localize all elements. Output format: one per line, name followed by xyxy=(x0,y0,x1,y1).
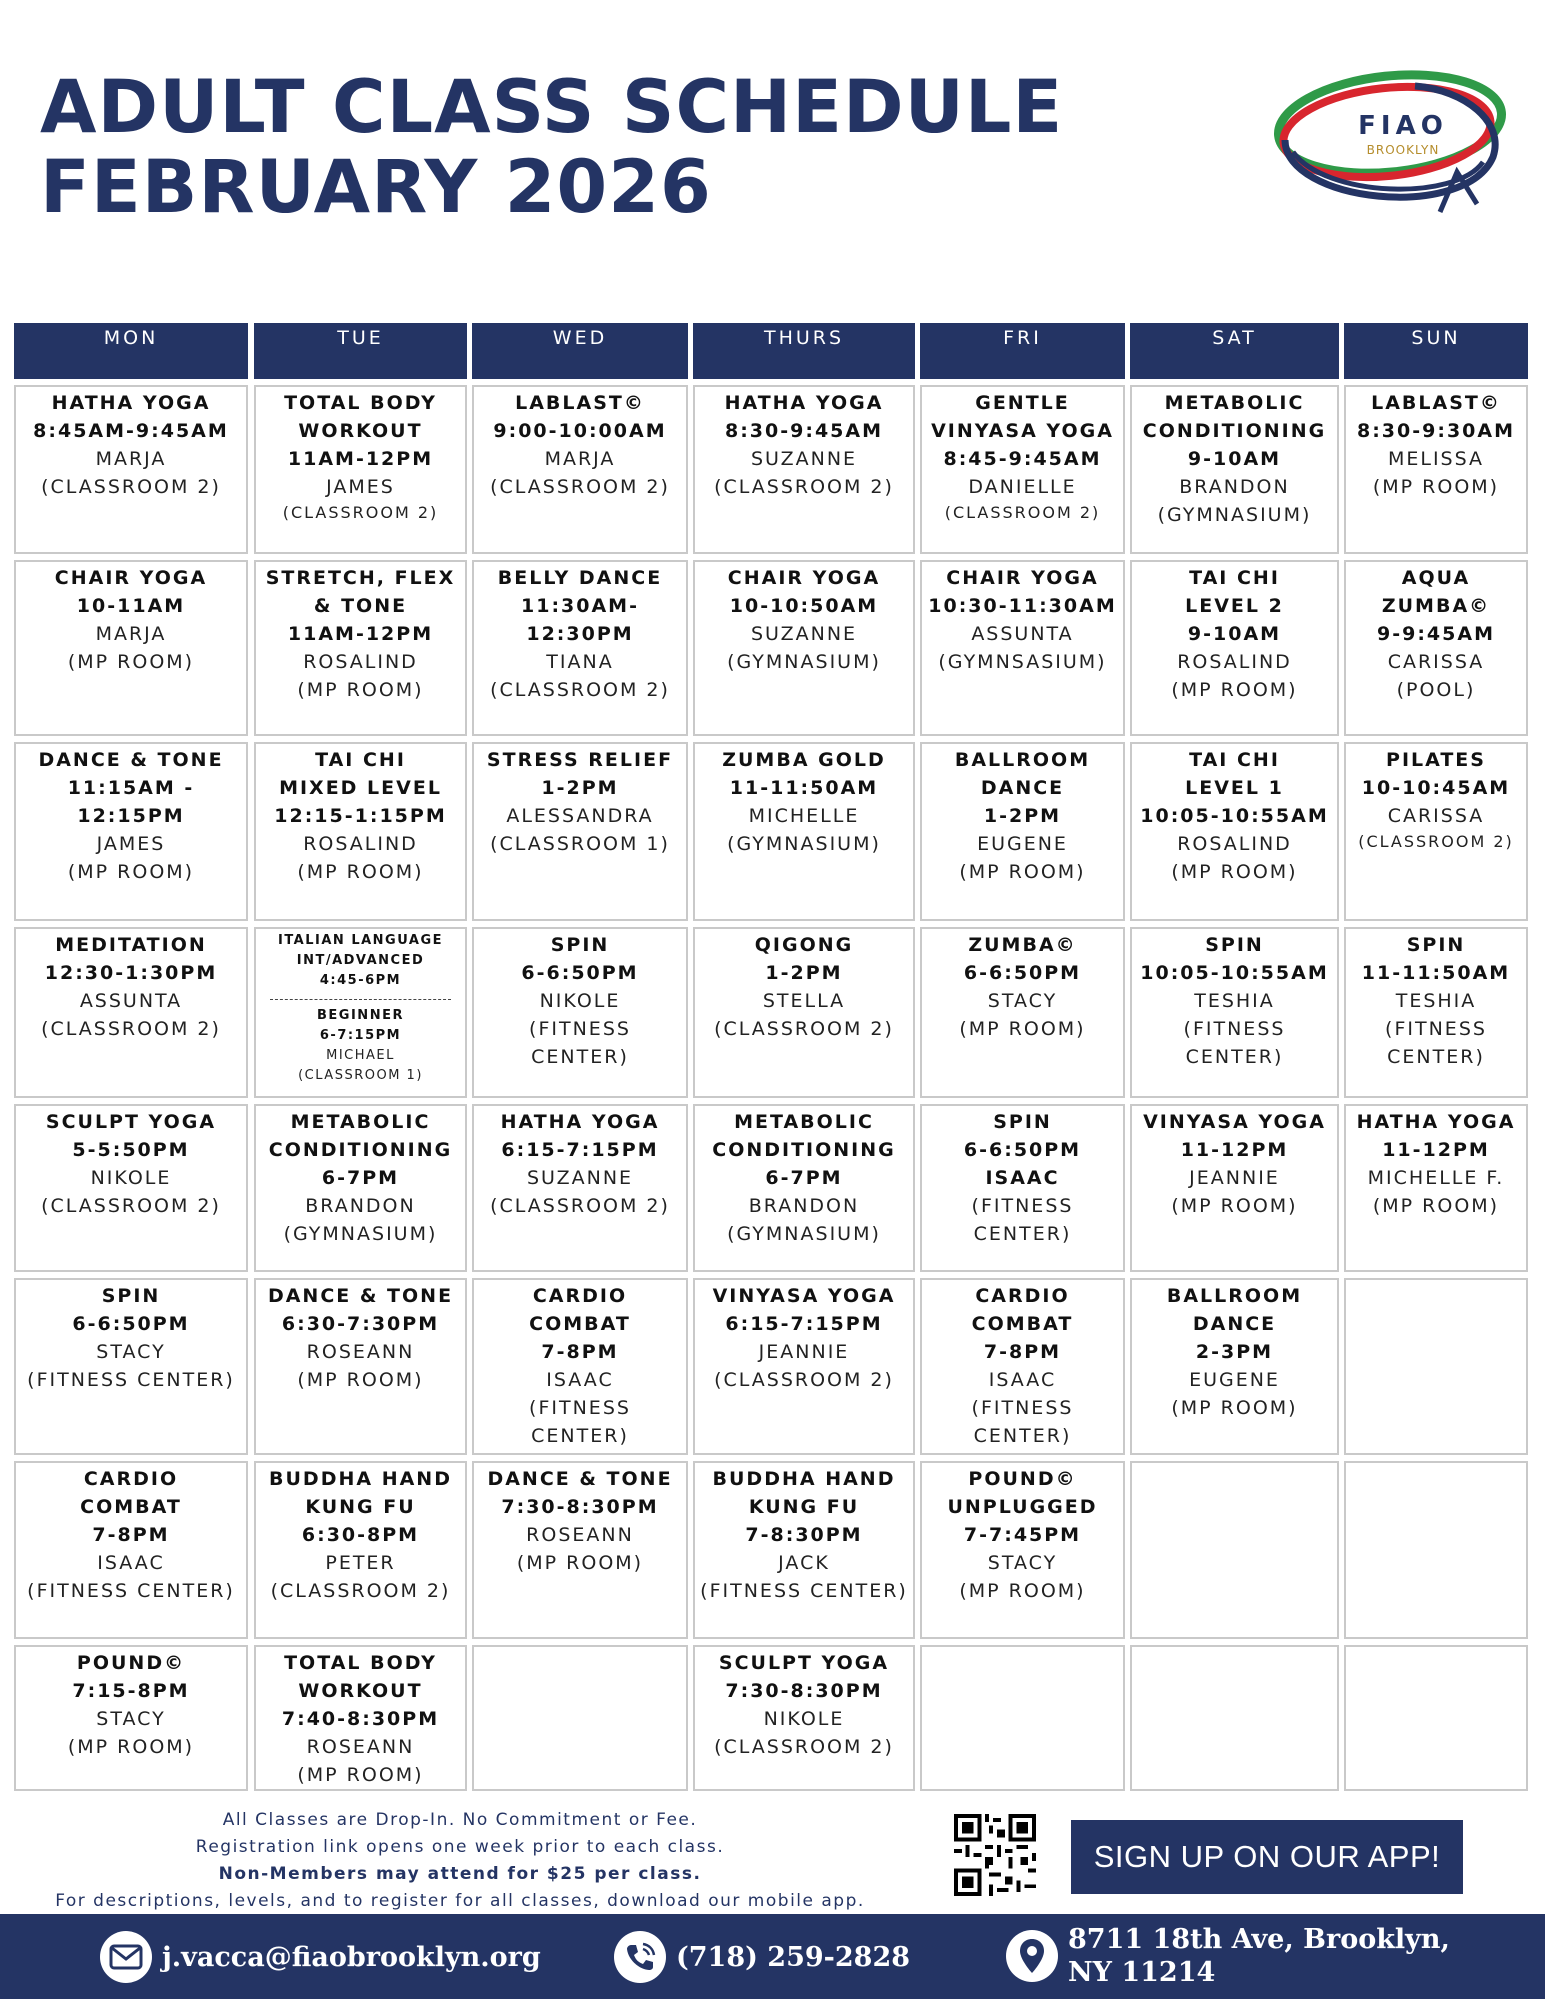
class-time: 6-6:50PM xyxy=(521,962,639,984)
phone-icon xyxy=(614,1931,666,1983)
instructor: EUGENE xyxy=(1189,1369,1280,1391)
room: (MP ROOM) xyxy=(1171,861,1298,883)
class-cell-wed-8 xyxy=(472,1645,688,1791)
room: (MP ROOM) xyxy=(1171,1397,1298,1419)
class-name: HATHA YOGA xyxy=(51,392,211,414)
class-time: 9-10AM xyxy=(1187,448,1282,470)
room: (GYMNASIUM) xyxy=(283,1223,438,1245)
class-time: 11AM-12PM xyxy=(287,623,434,645)
instructor: NIKOLE xyxy=(90,1167,172,1189)
class-time: 11AM-12PM xyxy=(287,448,434,470)
instructor: BRANDON xyxy=(305,1195,416,1217)
class-name: DANCE & TONE xyxy=(487,1468,673,1490)
instructor: ROSALIND xyxy=(1177,833,1292,855)
room: (CLASSROOM 2) xyxy=(714,1736,894,1758)
room: (CLASSROOM 2) xyxy=(490,1195,670,1217)
class-cell-mon-5 xyxy=(14,1104,248,1272)
room: (CLASSROOM 2) xyxy=(490,679,670,701)
class-cell-sat-8 xyxy=(1130,1645,1339,1791)
class-time: 6-6:50PM xyxy=(72,1313,190,1335)
room: (FITNESS CENTER) xyxy=(971,1195,1074,1245)
room: (CLASSROOM 2) xyxy=(270,1580,451,1602)
room: (CLASSROOM 2) xyxy=(282,503,439,522)
class-time: 7-7:45PM xyxy=(963,1524,1082,1546)
class-cell-sat-4 xyxy=(1130,927,1339,1098)
class-name: PILATES xyxy=(1386,749,1486,771)
class-cell-fri-5 xyxy=(920,1104,1125,1272)
instructor: ISAAC xyxy=(988,1369,1057,1391)
class-cell-wed-2 xyxy=(472,560,688,736)
instructor: MARJA xyxy=(95,448,167,470)
note-line-1: All Classes are Drop-In. No Commitment or Fee. xyxy=(222,1810,698,1830)
divider xyxy=(270,999,451,1000)
class-time: 11:30AM- 12:30PM xyxy=(521,595,639,645)
class-time: 5-5:50PM xyxy=(72,1139,190,1161)
class-name: SPIN xyxy=(993,1111,1052,1133)
class-time: 10-10:50AM xyxy=(729,595,879,617)
class-name: CARDIO COMBAT xyxy=(80,1468,182,1518)
class-time: 10:30-11:30AM xyxy=(928,595,1117,617)
class-time: 6-7PM xyxy=(321,1167,400,1189)
class-cell-fri-2 xyxy=(920,560,1125,736)
title-line-2: FEBRUARY 2026 xyxy=(40,145,712,230)
class-time: 11:15AM - 12:15PM xyxy=(67,777,195,827)
class-name: SPIN xyxy=(550,934,610,956)
instructor: JEANNIE xyxy=(1189,1167,1280,1189)
instructor: EUGENE xyxy=(977,833,1068,855)
class-time: 10:05-10:55AM xyxy=(1140,805,1329,827)
class-cell-wed-3 xyxy=(472,742,688,921)
instructor: MICHELLE F. xyxy=(1367,1167,1505,1189)
class-cell-tue-6 xyxy=(254,1278,467,1455)
day-header-thu: THURS xyxy=(693,323,915,379)
instructor: ROSALIND xyxy=(1177,651,1292,673)
location-pin-icon xyxy=(1006,1930,1058,1982)
class-cell-tue-2 xyxy=(254,560,467,736)
class-cell-wed-7 xyxy=(472,1461,688,1639)
room: (MP ROOM) xyxy=(1171,679,1298,701)
room: (FITNESS CENTER) xyxy=(700,1580,908,1602)
class-time: 7-8PM xyxy=(541,1341,619,1363)
instructor: ASSUNTA xyxy=(79,990,183,1012)
room: (CLASSROOM 2) xyxy=(944,503,1101,522)
class-cell-mon-2 xyxy=(14,560,248,736)
room: (GYMNASIUM) xyxy=(727,833,881,855)
room: (CLASSROOM 2) xyxy=(1358,832,1514,851)
class-name: CHAIR YOGA xyxy=(54,567,208,589)
day-header-sat: SAT xyxy=(1130,323,1339,379)
room: (GYMNASIUM) xyxy=(1157,504,1312,526)
title-line-1: ADULT CLASS SCHEDULE xyxy=(40,65,1064,150)
class-time: 4:45-6PM xyxy=(319,973,402,988)
room: (CLASSROOM 2) xyxy=(490,476,670,498)
class-time: 9-9:45AM xyxy=(1377,623,1495,645)
room: (MP ROOM) xyxy=(1171,1195,1298,1217)
class-name: CARDIO COMBAT xyxy=(971,1285,1074,1335)
room: (MP ROOM) xyxy=(959,1580,1086,1602)
class-time: 7-8PM xyxy=(983,1341,1062,1363)
day-header-sun: SUN xyxy=(1344,323,1528,379)
class-name: TAI CHI MIXED LEVEL xyxy=(279,749,442,799)
class-cell-wed-6 xyxy=(472,1278,688,1455)
class-time: 1-2PM xyxy=(983,805,1062,827)
class-cell-thu-2 xyxy=(693,560,915,736)
class-cell-thu-8 xyxy=(693,1645,915,1791)
instructor: NIKOLE xyxy=(763,1708,845,1730)
class-cell-thu-5 xyxy=(693,1104,915,1272)
room: (FITNESS CENTER) xyxy=(1183,1018,1286,1068)
class-name: DANCE & TONE xyxy=(267,1285,454,1307)
room: (FITNESS CENTER) xyxy=(27,1580,235,1602)
class-time: 12:30-1:30PM xyxy=(44,962,218,984)
room: (CLASSROOM 2) xyxy=(41,1018,221,1040)
instructor: JAMES xyxy=(326,476,395,498)
instructor: ISAAC xyxy=(546,1369,614,1391)
class-name: ITALIAN LANGUAGE xyxy=(277,933,443,948)
class-cell-thu-4 xyxy=(693,927,915,1098)
class-name: TOTAL BODY WORKOUT xyxy=(284,392,437,442)
class-cell-sat-5 xyxy=(1130,1104,1339,1272)
class-cell-sat-1 xyxy=(1130,385,1339,554)
class-cell-sun-3 xyxy=(1344,742,1528,921)
class-name: ZUMBA© xyxy=(968,934,1077,956)
class-name: SPIN xyxy=(101,1285,161,1307)
instructor: NIKOLE xyxy=(539,990,621,1012)
room: (GYMNSASIUM) xyxy=(938,651,1107,673)
class-cell-fri-6 xyxy=(920,1278,1125,1455)
instructor: JAMES xyxy=(96,833,166,855)
class-name: QIGONG xyxy=(754,934,854,956)
class-time: 1-2PM xyxy=(765,962,843,984)
day-header-wed: WED xyxy=(472,323,688,379)
room: (CLASSROOM 1) xyxy=(298,1068,423,1083)
instructor: TESHIA xyxy=(1395,990,1477,1012)
room: (GYMNASIUM) xyxy=(727,651,881,673)
class-time: 1-2PM xyxy=(541,777,619,799)
class-time: 6:15-7:15PM xyxy=(725,1313,883,1335)
instructor: CARISSA xyxy=(1387,651,1485,673)
instructor: ROSALIND xyxy=(303,833,418,855)
class-cell-wed-1 xyxy=(472,385,688,554)
class-time: 7:15-8PM xyxy=(72,1680,190,1702)
class-cell-sun-8 xyxy=(1344,1645,1528,1791)
instructor: MELISSA xyxy=(1387,448,1485,470)
class-cell-thu-1 xyxy=(693,385,915,554)
instructor: ROSEANN xyxy=(526,1524,634,1546)
instructor: SUZANNE xyxy=(750,623,858,645)
class-time: 6:30-8PM xyxy=(301,1524,420,1546)
instructor: MARJA xyxy=(544,448,616,470)
class-cell-wed-5 xyxy=(472,1104,688,1272)
class-time: 10-10:45AM xyxy=(1361,777,1511,799)
class-time: 6-6:50PM ISAAC xyxy=(963,1139,1082,1189)
room: (FITNESS CENTER) xyxy=(27,1369,235,1391)
class-time: 6-7PM xyxy=(765,1167,843,1189)
class-name: VINYASA YOGA xyxy=(712,1285,896,1307)
class-time: 11-11:50AM xyxy=(1361,962,1511,984)
info-notes xyxy=(20,1807,900,1915)
class-name: BUDDHA HAND KUNG FU xyxy=(269,1468,452,1518)
class-name: TAI CHI LEVEL 1 xyxy=(1185,749,1284,799)
class-time: 11-12PM xyxy=(1180,1139,1289,1161)
class-name: SPIN xyxy=(1406,934,1466,956)
room: (MP ROOM) xyxy=(67,1736,195,1758)
class-time: 8:45-9:45AM xyxy=(943,448,1102,470)
page-title xyxy=(40,65,1064,230)
room: (MP ROOM) xyxy=(1372,1195,1500,1217)
day-header-tue: TUE xyxy=(254,323,467,379)
room: (GYMNASIUM) xyxy=(727,1223,881,1245)
class-time: 2-3PM xyxy=(1195,1341,1274,1363)
class-cell-sat-7 xyxy=(1130,1461,1339,1639)
instructor: STACY xyxy=(96,1341,166,1363)
class-name: TAI CHI LEVEL 2 xyxy=(1185,567,1284,617)
room: (MP ROOM) xyxy=(67,861,195,883)
class-level: INT/ADVANCED xyxy=(296,953,425,968)
class-cell-fri-7 xyxy=(920,1461,1125,1639)
address-text: 8711 18th Ave, Brooklyn, NY 11214 xyxy=(1068,1924,1450,1988)
class-cell-sun-5 xyxy=(1344,1104,1528,1272)
room: (POOL) xyxy=(1396,679,1476,701)
class-name: STRESS RELIEF xyxy=(486,749,674,771)
class-name: SCULPT YOGA xyxy=(45,1111,217,1133)
class-name: VINYASA YOGA xyxy=(1143,1111,1326,1133)
phone-contact[interactable] xyxy=(614,1931,910,1983)
class-cell-sun-2 xyxy=(1344,560,1528,736)
instructor: SUZANNE xyxy=(750,448,858,470)
class-cell-tue-4 xyxy=(254,927,467,1098)
email-text: j.vacca@fiaobrooklyn.org xyxy=(162,1941,541,1973)
class-name: AQUA ZUMBA© xyxy=(1381,567,1491,617)
class-name: BELLY DANCE xyxy=(497,567,663,589)
room: (MP ROOM) xyxy=(959,1018,1086,1040)
class-time: 6:15-7:15PM xyxy=(501,1139,659,1161)
instructor: ASSUNTA xyxy=(971,623,1074,645)
class-time: 7-8:30PM xyxy=(745,1524,863,1546)
qr-code[interactable] xyxy=(954,1814,1036,1896)
room: (MP ROOM) xyxy=(67,651,195,673)
class-cell-fri-1 xyxy=(920,385,1125,554)
address-contact[interactable] xyxy=(1006,1923,1450,1989)
class-cell-sun-6 xyxy=(1344,1278,1528,1455)
class-cell-mon-7 xyxy=(14,1461,248,1639)
class-time: 8:45AM-9:45AM xyxy=(33,420,229,442)
instructor: BRANDON xyxy=(748,1195,860,1217)
room: (MP ROOM) xyxy=(297,679,424,701)
class-name: MEDITATION xyxy=(55,934,207,956)
fiao-logo xyxy=(1265,62,1515,232)
instructor: ROSEANN xyxy=(306,1341,415,1363)
class-time: 9:00-10:00AM xyxy=(493,420,667,442)
instructor: DANIELLE xyxy=(968,476,1077,498)
class-name: LABLAST© xyxy=(515,392,645,414)
class-name: BALLROOM DANCE xyxy=(1166,1285,1303,1335)
class-cell-mon-8 xyxy=(14,1645,248,1791)
instructor: BRANDON xyxy=(1179,476,1290,498)
class-name: DANCE & TONE xyxy=(38,749,224,771)
class-cell-sat-2 xyxy=(1130,560,1339,736)
class-name: ZUMBA GOLD xyxy=(722,749,886,771)
class-cell-fri-8 xyxy=(920,1645,1125,1791)
class-time: 7:40-8:30PM xyxy=(281,1708,440,1730)
instructor: ALESSANDRA xyxy=(506,805,654,827)
sign-up-app-button[interactable]: SIGN UP ON OUR APP! xyxy=(1071,1820,1463,1894)
instructor: TESHIA xyxy=(1194,990,1275,1012)
room: (CLASSROOM 2) xyxy=(714,1018,894,1040)
class-cell-mon-6 xyxy=(14,1278,248,1455)
instructor: MARJA xyxy=(95,623,167,645)
logo-subtext: BROOKLYN xyxy=(1366,143,1440,157)
class-cell-fri-4 xyxy=(920,927,1125,1098)
class-cell-sun-4 xyxy=(1344,927,1528,1098)
class-cell-tue-5 xyxy=(254,1104,467,1272)
class-level: BEGINNER xyxy=(317,1008,404,1023)
instructor: TIANA xyxy=(546,651,614,673)
room: (FITNESS CENTER) xyxy=(529,1397,631,1447)
class-name: HATHA YOGA xyxy=(500,1111,660,1133)
class-name: POUND© xyxy=(76,1652,186,1674)
class-name: HATHA YOGA xyxy=(724,392,884,414)
note-line-3: Non-Members may attend for $25 per class. xyxy=(218,1864,702,1884)
class-name: STRETCH, FLEX & TONE xyxy=(265,567,456,617)
class-name: METABOLIC CONDITIONING xyxy=(712,1111,896,1161)
class-cell-sun-7 xyxy=(1344,1461,1528,1639)
class-cell-thu-3 xyxy=(693,742,915,921)
room: (FITNESS CENTER) xyxy=(529,1018,631,1068)
class-cell-thu-6 xyxy=(693,1278,915,1455)
class-time: 8:30-9:30AM xyxy=(1356,420,1515,442)
class-cell-sat-6 xyxy=(1130,1278,1339,1455)
instructor: SUZANNE xyxy=(526,1167,634,1189)
class-name: TOTAL BODY WORKOUT xyxy=(284,1652,437,1702)
room: (FITNESS CENTER) xyxy=(1385,1018,1487,1068)
class-cell-tue-8 xyxy=(254,1645,467,1791)
room: (MP ROOM) xyxy=(516,1552,644,1574)
instructor: JEANNIE xyxy=(758,1341,850,1363)
day-header-fri: FRI xyxy=(920,323,1125,379)
logo-text: FIAO xyxy=(1358,111,1448,141)
class-name: HATHA YOGA xyxy=(1356,1111,1516,1133)
class-cell-mon-1 xyxy=(14,385,248,554)
room: (MP ROOM) xyxy=(959,861,1086,883)
instructor: ROSALIND xyxy=(303,651,418,673)
class-name: POUND© UNPLUGGED xyxy=(947,1468,1098,1518)
room: (FITNESS CENTER) xyxy=(971,1397,1074,1447)
class-time: 6-6:50PM xyxy=(963,962,1082,984)
room: (CLASSROOM 2) xyxy=(41,476,221,498)
instructor: CARISSA xyxy=(1387,805,1485,827)
room: (CLASSROOM 1) xyxy=(490,833,670,855)
envelope-icon xyxy=(100,1931,152,1983)
room: (MP ROOM) xyxy=(297,1764,424,1786)
class-time: 6:30-7:30PM xyxy=(281,1313,440,1335)
class-name: LABLAST© xyxy=(1371,392,1501,414)
class-cell-sun-1 xyxy=(1344,385,1528,554)
room: (CLASSROOM 2) xyxy=(41,1195,221,1217)
class-time: 6-7:15PM xyxy=(319,1028,402,1043)
class-name: METABOLIC CONDITIONING xyxy=(1142,392,1327,442)
instructor: STACY xyxy=(987,990,1058,1012)
instructor: PETER xyxy=(325,1552,396,1574)
email-contact[interactable] xyxy=(100,1931,541,1983)
room: (CLASSROOM 2) xyxy=(714,1369,894,1391)
room: (CLASSROOM 2) xyxy=(714,476,894,498)
instructor: MICHELLE xyxy=(748,805,860,827)
instructor: ISAAC xyxy=(97,1552,165,1574)
class-cell-thu-7 xyxy=(693,1461,915,1639)
instructor: STACY xyxy=(987,1552,1058,1574)
class-time: 10-11AM xyxy=(76,595,186,617)
class-name: BUDDHA HAND KUNG FU xyxy=(712,1468,896,1518)
class-cell-sat-3 xyxy=(1130,742,1339,921)
class-name: GENTLE VINYASA YOGA xyxy=(931,392,1114,442)
class-time: 11-11:50AM xyxy=(729,777,879,799)
note-line-4: For descriptions, levels, and to register for all classes, download our mobile app. xyxy=(55,1891,865,1911)
class-time: 7-8PM xyxy=(92,1524,170,1546)
class-time: 8:30-9:45AM xyxy=(724,420,883,442)
class-name: CARDIO COMBAT xyxy=(529,1285,631,1335)
class-cell-fri-3 xyxy=(920,742,1125,921)
class-time: 9-10AM xyxy=(1187,623,1282,645)
contact-footer xyxy=(0,1914,1545,1999)
class-cell-mon-4 xyxy=(14,927,248,1098)
class-time: 11-12PM xyxy=(1382,1139,1490,1161)
class-time: 7:30-8:30PM xyxy=(501,1496,659,1518)
class-name: CHAIR YOGA xyxy=(946,567,1099,589)
class-cell-tue-1 xyxy=(254,385,467,554)
class-name: SPIN xyxy=(1205,934,1264,956)
class-cell-wed-4 xyxy=(472,927,688,1098)
class-name: BALLROOM DANCE xyxy=(954,749,1091,799)
class-name: METABOLIC CONDITIONING xyxy=(268,1111,453,1161)
room: (MP ROOM) xyxy=(297,861,424,883)
instructor: STELLA xyxy=(762,990,846,1012)
phone-text: (718) 259-2828 xyxy=(676,1941,911,1973)
class-time: 7:30-8:30PM xyxy=(725,1680,883,1702)
class-cell-tue-7 xyxy=(254,1461,467,1639)
instructor: STACY xyxy=(96,1708,166,1730)
class-name: SCULPT YOGA xyxy=(718,1652,890,1674)
class-cell-tue-3 xyxy=(254,742,467,921)
class-cell-mon-3 xyxy=(14,742,248,921)
instructor: MICHAEL xyxy=(326,1048,395,1063)
room: (MP ROOM) xyxy=(1372,476,1500,498)
note-line-2: Registration link opens one week prior to each class. xyxy=(195,1837,725,1857)
class-name: CHAIR YOGA xyxy=(727,567,881,589)
instructor: ROSEANN xyxy=(306,1736,415,1758)
room: (MP ROOM) xyxy=(297,1369,424,1391)
day-header-mon: MON xyxy=(14,323,248,379)
class-time: 12:15-1:15PM xyxy=(274,805,447,827)
class-time: 10:05-10:55AM xyxy=(1140,962,1329,984)
instructor: JACK xyxy=(778,1552,830,1574)
